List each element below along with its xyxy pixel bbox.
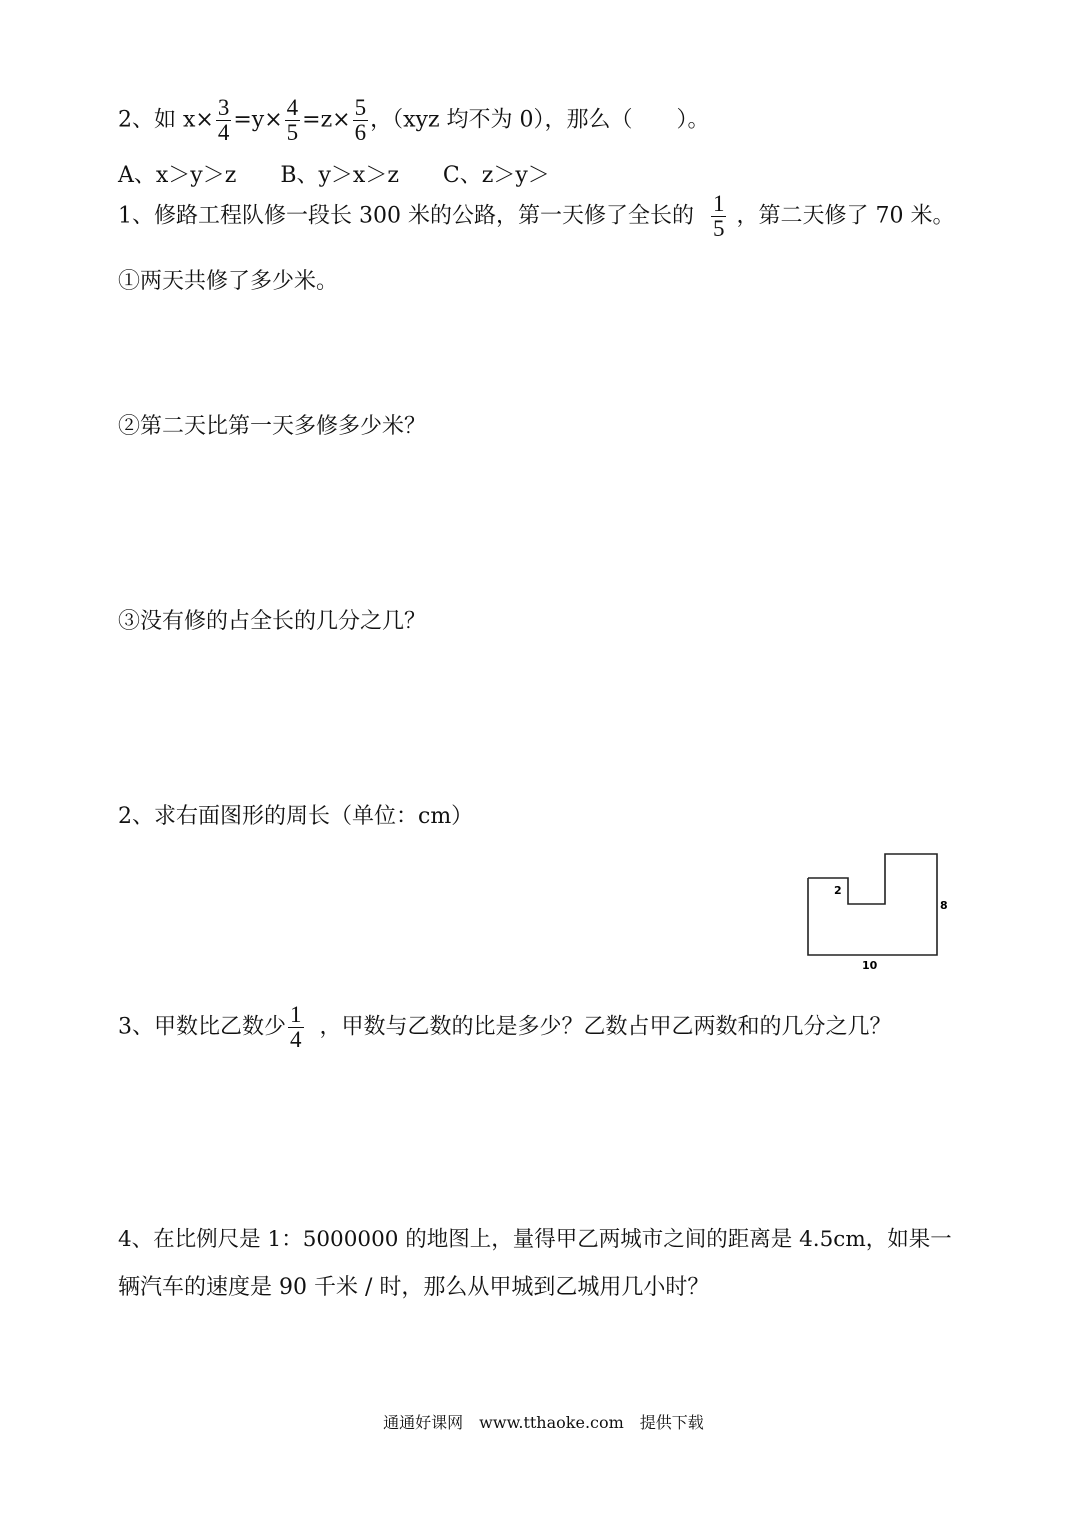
figure-outline — [808, 854, 937, 955]
choice-mid1: =y× — [233, 107, 283, 133]
fraction-numerator: 5 — [354, 95, 367, 120]
problem-1-sub3: ③没有修的占全长的几分之几？ — [118, 609, 427, 634]
fraction-denominator: 5 — [712, 216, 725, 242]
fraction-denominator: 4 — [217, 120, 230, 146]
problem-3 — [118, 1003, 892, 1052]
problem-2: 2、求右面图形的周长（单位：cm） — [118, 804, 474, 829]
problem-1-sub1: ①两天共修了多少米。 — [118, 269, 339, 294]
choice-options: A、x＞y＞z B、y＞x＞z C、z＞y＞ — [118, 163, 550, 188]
figure-label-bottom: 10 — [862, 959, 878, 972]
problem-3-text-after: ，甲数与乙数的比是多少？乙数占甲乙两数和的几分之几？ — [319, 1014, 892, 1040]
fraction-3-4 — [216, 96, 232, 145]
problem-1-text-before: 1、修路工程队修一段长 300 米的公路，第一天修了全长的 — [118, 203, 694, 229]
fraction-1-5 — [711, 192, 727, 241]
figure-label-notch: 2 — [834, 884, 842, 897]
problem-4-line1: 4、在比例尺是 1：5000000 的地图上，量得甲乙两城市之间的距离是 4.5cm，如果一 — [118, 1227, 952, 1252]
choice-prefix: 2、如 x× — [118, 107, 214, 133]
choice-mid2: =z× — [302, 107, 351, 133]
fraction-5-6 — [353, 96, 369, 145]
problem-1 — [118, 192, 954, 241]
fraction-numerator: 3 — [217, 95, 230, 120]
problem-4-line2: 辆汽车的速度是 90 千米 / 时，那么从甲城到乙城用几小时？ — [118, 1275, 710, 1300]
choice-suffix: ，（xyz 均不为 0），那么（ ）。 — [370, 107, 710, 133]
fraction-denominator: 6 — [354, 120, 367, 146]
choice-question — [118, 96, 710, 145]
fraction-1-4 — [288, 1003, 304, 1052]
fraction-numerator: 4 — [286, 95, 299, 120]
fraction-numerator: 1 — [712, 191, 725, 216]
figure-label-right: 8 — [940, 899, 948, 912]
perimeter-figure — [766, 850, 966, 980]
fraction-denominator: 5 — [286, 120, 299, 146]
fraction-denominator: 4 — [290, 1027, 302, 1053]
fraction-4-5 — [285, 96, 301, 145]
problem-1-sub2: ②第二天比第一天多修多少米？ — [118, 414, 427, 439]
problem-3-text-before: 3、甲数比乙数少 — [118, 1014, 286, 1040]
fraction-numerator: 1 — [290, 1002, 302, 1027]
footer: 通通好课网 www.tthaoke.com 提供下载 — [383, 1413, 704, 1432]
problem-1-text-after: ，第二天修了 70 米。 — [736, 203, 955, 229]
